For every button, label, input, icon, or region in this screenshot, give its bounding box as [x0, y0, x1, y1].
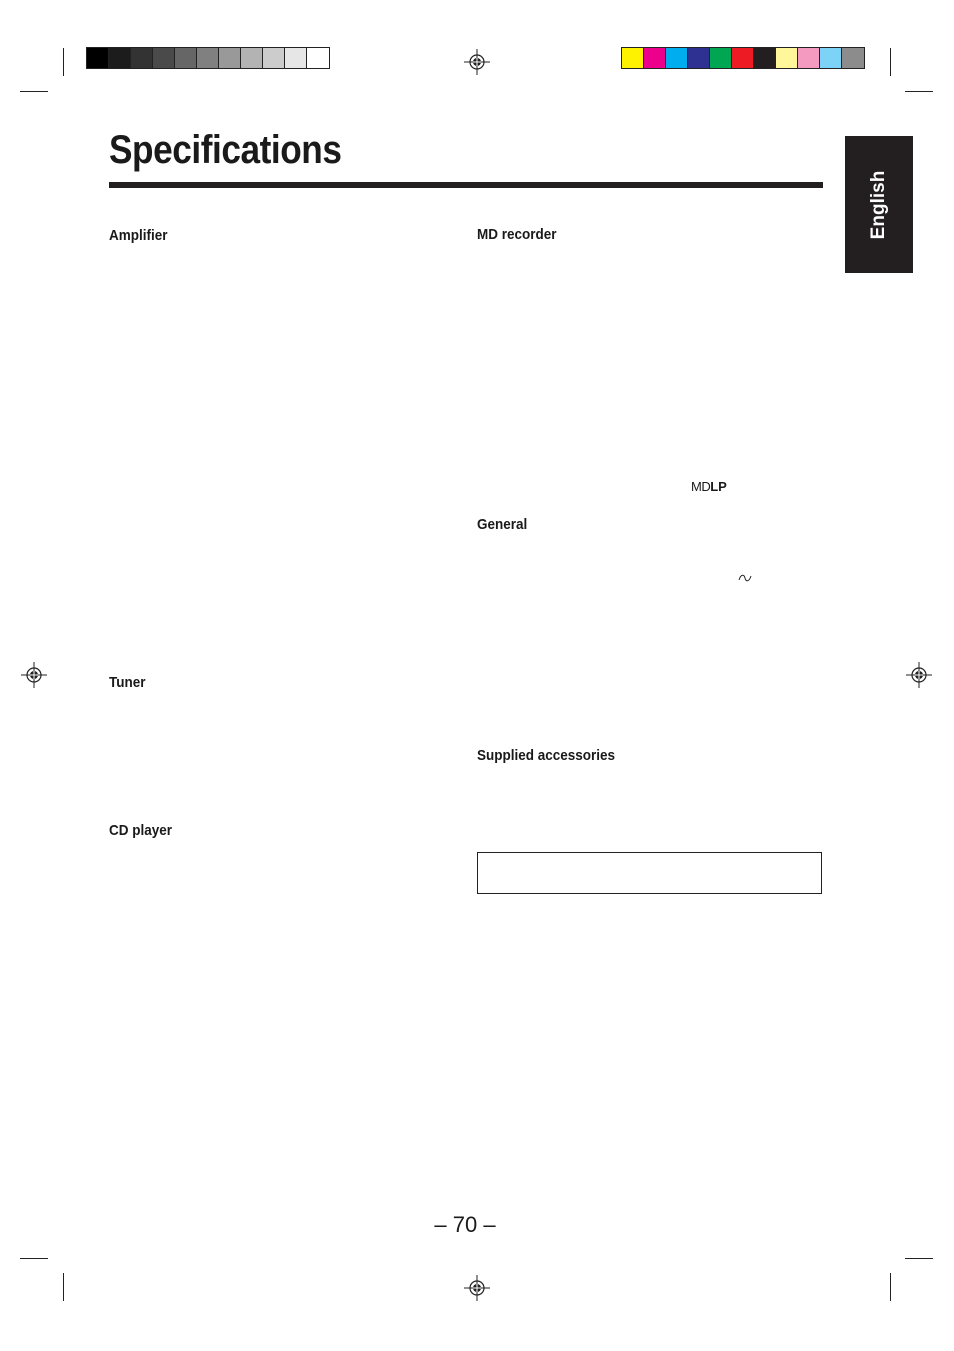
color-swatch: [197, 48, 219, 68]
color-swatch: [798, 48, 820, 68]
section-heading-general: General: [477, 516, 528, 533]
language-tab: [845, 136, 913, 273]
crop-mark: [20, 1258, 48, 1259]
crop-mark: [63, 48, 64, 76]
color-swatch: [241, 48, 263, 68]
mdlp-logo: [691, 479, 727, 494]
page-title: Specifications: [109, 128, 342, 172]
section-heading-amplifier: Amplifier: [109, 227, 168, 244]
color-swatch: [820, 48, 842, 68]
color-swatch: [109, 48, 131, 68]
color-swatch: [666, 48, 688, 68]
grayscale-calibration-bar: [86, 47, 330, 69]
color-swatch: [263, 48, 285, 68]
crop-mark: [905, 91, 933, 92]
note-box: [477, 852, 822, 894]
crop-mark: [890, 48, 891, 76]
section-heading-tuner: Tuner: [109, 674, 146, 691]
language-tab-label: English: [868, 170, 889, 239]
section-heading-cd-player: CD player: [109, 822, 173, 839]
tilde-icon: [738, 573, 752, 583]
mdlp-logo-lp: LP: [710, 479, 727, 494]
color-swatch: [285, 48, 307, 68]
color-swatch: [622, 48, 644, 68]
title-rule: [109, 182, 823, 188]
color-swatch: [87, 48, 109, 68]
crop-mark: [905, 1258, 933, 1259]
color-swatch: [754, 48, 776, 68]
color-swatch: [131, 48, 153, 68]
color-swatch: [175, 48, 197, 68]
color-swatch: [710, 48, 732, 68]
crop-mark: [890, 1273, 891, 1301]
mdlp-logo-md: MD: [691, 479, 711, 494]
section-heading-md-recorder: MD recorder: [477, 226, 557, 243]
registration-target-icon: [21, 662, 47, 688]
color-swatch: [776, 48, 798, 68]
color-swatch: [842, 48, 864, 68]
color-swatch: [732, 48, 754, 68]
color-swatch: [688, 48, 710, 68]
color-swatch: [644, 48, 666, 68]
color-calibration-bar: [621, 47, 865, 69]
color-swatch: [219, 48, 241, 68]
section-heading-supplied-accessories: Supplied accessories: [477, 747, 616, 764]
color-swatch: [153, 48, 175, 68]
color-swatch: [307, 48, 329, 68]
crop-mark: [63, 1273, 64, 1301]
crop-mark: [20, 91, 48, 92]
registration-target-icon: [906, 662, 932, 688]
page-number: – 70 –: [434, 1212, 496, 1237]
registration-target-icon: [464, 1275, 490, 1301]
registration-target-icon: [464, 49, 490, 75]
